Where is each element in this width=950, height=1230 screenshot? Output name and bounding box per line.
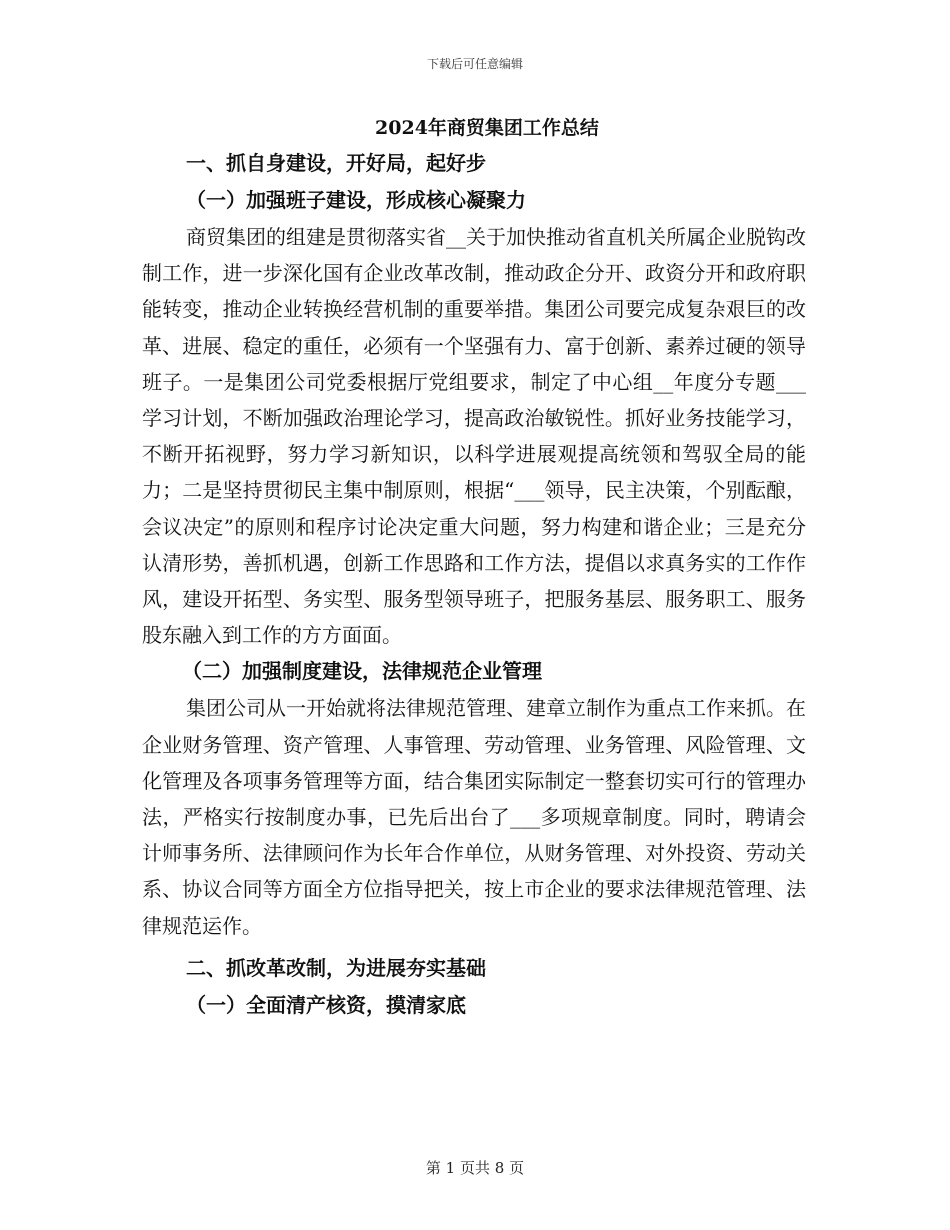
section-2-heading: 二、抓改革改制，为进展夯实基础 <box>186 955 486 980</box>
page-header-note: 下载后可任意编辑 <box>426 57 523 71</box>
section-1-2-paragraph: 集团公司从一开始就将法律规范管理、建章立制作为重点工作来抓。在企业财务管理、资产管理、人事管理、劳动管理、业务管理、风险管理、文化管理及各项事务管理等方面，结合集团实际制定一整套切实可行的管理办法，严格实行按制度办事，已先后出台了___多项规章制度。同时，聘请会计师事务所、法律顾问作为长年合作单位，从财务管理、对外投资、劳动关系、协议合同等方面全方位指导把关，按上市企业的要求法律规范管理、法律规范运作。 <box>142 696 806 938</box>
page-number-footer: 第 1 页共 8 页 <box>425 1159 525 1177</box>
section-1-2-heading: （二）加强制度建设，法律规范企业管理 <box>182 659 542 684</box>
document-title: 2024年商贸集团工作总结 <box>375 117 599 139</box>
section-2-1-heading: （一）全面清产核资，摸清家底 <box>186 992 466 1017</box>
section-1-1-heading: （一）加强班子建设，形成核心凝聚力 <box>186 188 526 212</box>
section-1-1-paragraph: 商贸集团的组建是贯彻落实省__关于加快推动省直机关所属企业脱钩改制工作，进一步深化国有企业改革改制，推动政企分开、政资分开和政府职能转变，推动企业转换经营机制的重要举措。集团公司要完成复杂艰巨的改革、进展、稳定的重任，必须有一个坚强有力、富于创新、素养过硬的领导班子。一是集团公司党委根据厅党组要求，制定了中心组__年度分专题___学习计划，不断加强政治理论学习，提高政治敏锐性。抓好业务技能学习，不断开拓视野，努力学习新知识，以科学进展观提高统领和驾驭全局的能力；二是坚持贯彻民主集中制原则，根据“___领导，民主决策，个别酝酿，会议决定”的原则和程序讨论决定重大问题，努力构建和谐企业；三是充分认清形势，善抓机遇，创新工作思路和工作方法，提倡以求真务实的工作作风，建设开拓型、务实型、服务型领导班子，把服务基层、服务职工、服务股东融入到工作的方方面面。 <box>142 225 806 648</box>
document-body <box>142 111 806 1024</box>
section-1-heading: 一、抓自身建设，开好局，起好步 <box>186 151 486 175</box>
